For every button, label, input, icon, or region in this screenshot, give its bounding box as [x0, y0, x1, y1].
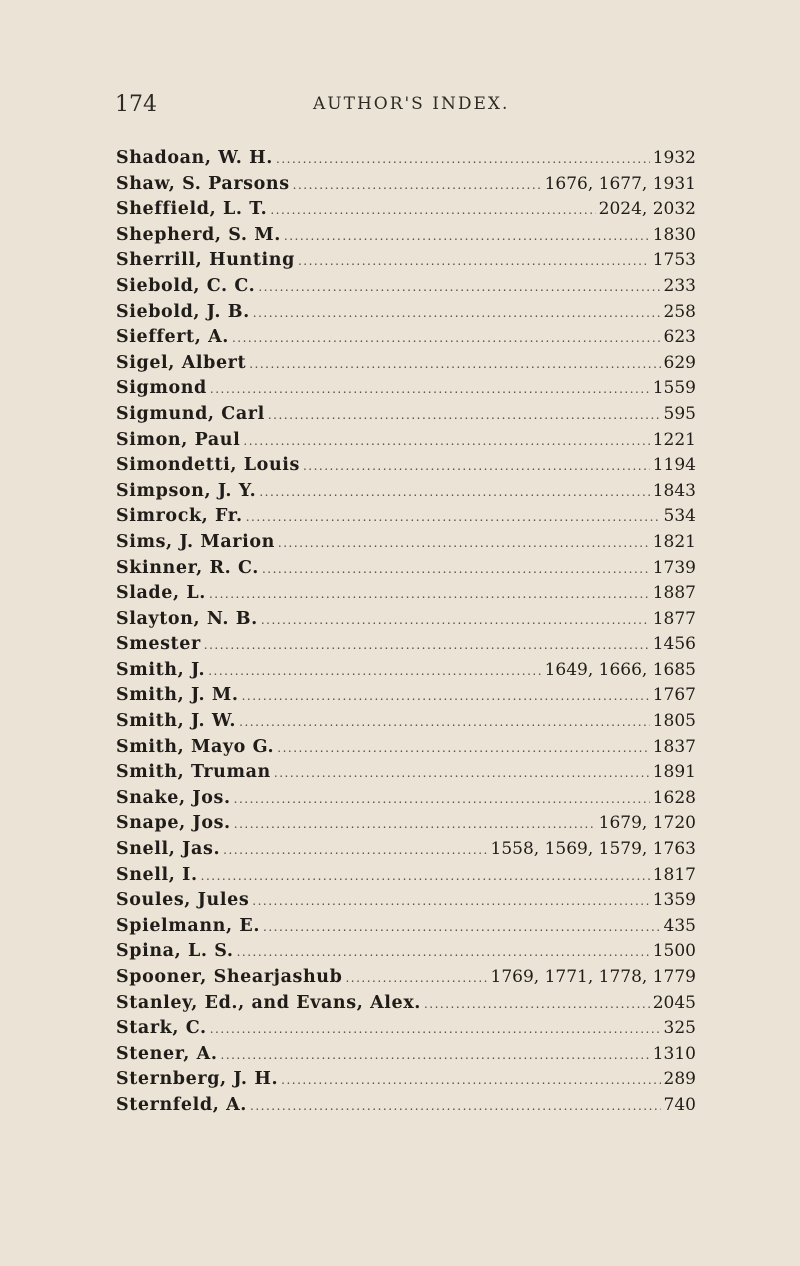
dot-leader — [208, 659, 541, 684]
entry-page-numbers: 740 — [663, 1094, 696, 1115]
index-entry — [116, 530, 696, 556]
entry-author-name: Siebold, J. B. — [116, 301, 250, 322]
entry-author-name: Soules, Jules — [116, 890, 250, 911]
entry-author-name: Sims, J. Marion — [116, 531, 275, 552]
index-entry — [116, 402, 696, 428]
dot-leader — [277, 736, 649, 761]
entry-page-numbers: 1676, 1677, 1931 — [544, 173, 696, 194]
index-entry — [116, 658, 696, 684]
entry-page-numbers: 1559 — [652, 378, 696, 399]
index-entry — [116, 1042, 696, 1068]
dot-leader — [234, 787, 650, 812]
entry-author-name: Smester — [116, 634, 201, 655]
dot-leader — [201, 864, 650, 889]
index-entry — [116, 376, 696, 402]
entry-author-name: Smith, J. M. — [116, 685, 239, 706]
index-entry — [116, 965, 696, 991]
dot-leader — [210, 1017, 661, 1042]
entry-author-name: Sherrill, Hunting — [116, 250, 295, 271]
entry-page-numbers: 534 — [663, 506, 696, 527]
entry-author-name: Shaw, S. Parsons — [116, 173, 290, 194]
entry-author-name: Sternfeld, A. — [116, 1094, 248, 1115]
entry-author-name: Smith, Mayo G. — [116, 736, 275, 757]
entry-author-name: Simrock, Fr. — [116, 506, 243, 527]
index-entry — [116, 683, 696, 709]
entry-author-name: Smith, Truman — [116, 762, 271, 783]
entry-page-numbers: 435 — [663, 915, 696, 936]
dot-leader — [242, 684, 650, 709]
entry-author-name: Simon, Paul — [116, 429, 241, 450]
index-entry — [116, 786, 696, 812]
entry-author-name: Stark, C. — [116, 1018, 207, 1039]
dot-leader — [253, 301, 661, 326]
entry-author-name: Shadoan, W. H. — [116, 148, 273, 168]
index-entry — [116, 1093, 696, 1119]
dot-leader — [221, 1043, 650, 1068]
entry-page-numbers: 258 — [663, 301, 696, 322]
page-header — [115, 92, 695, 122]
dot-leader — [278, 531, 650, 556]
index-entry — [116, 863, 696, 889]
index-entry — [116, 632, 696, 658]
entry-author-name: Snell, I. — [116, 864, 198, 885]
index-entry — [116, 735, 696, 761]
entry-page-numbers: 1769, 1771, 1778, 1779 — [490, 967, 696, 987]
entry-page-numbers: 1628 — [652, 787, 696, 808]
entry-page-numbers: 1500 — [652, 941, 696, 962]
entry-page-numbers: 1817 — [652, 864, 696, 885]
entry-page-numbers: 289 — [663, 1069, 696, 1090]
dot-leader — [261, 608, 650, 633]
index-entry — [116, 760, 696, 786]
entry-page-numbers: 2045 — [652, 992, 696, 1013]
entry-page-numbers: 1359 — [652, 890, 696, 911]
dot-leader — [232, 326, 661, 351]
index-entry — [116, 274, 696, 300]
dot-leader — [234, 812, 596, 837]
entry-page-numbers: 1679, 1720 — [598, 813, 696, 834]
entry-author-name: Slayton, N. B. — [116, 608, 258, 629]
index-entry — [116, 351, 696, 377]
dot-leader — [268, 403, 661, 428]
index-entry — [116, 939, 696, 965]
index-entry — [116, 581, 696, 607]
entry-page-numbers: 1830 — [652, 224, 696, 245]
entry-page-numbers: 1837 — [652, 736, 696, 757]
entry-page-numbers: 1843 — [652, 480, 696, 501]
entry-author-name: Spina, L. S. — [116, 941, 234, 962]
entry-page-numbers: 1456 — [652, 634, 696, 655]
entry-author-name: Snell, Jas. — [116, 839, 221, 860]
dot-leader — [252, 889, 649, 914]
entry-page-numbers: 1221 — [652, 429, 696, 450]
index-entry — [116, 453, 696, 479]
entry-page-numbers: 1649, 1666, 1685 — [544, 659, 696, 680]
entry-page-numbers: 1310 — [652, 1043, 696, 1064]
entry-page-numbers: 1194 — [652, 455, 696, 476]
entry-author-name: Sternberg, J. H. — [116, 1069, 279, 1090]
entry-page-numbers: 233 — [663, 275, 696, 296]
index-entry — [116, 1016, 696, 1042]
dot-leader — [298, 249, 650, 274]
entry-author-name: Stener, A. — [116, 1043, 218, 1064]
entry-author-name: Shepherd, S. M. — [116, 224, 281, 245]
dot-leader — [258, 275, 660, 300]
entry-author-name: Sheffield, L. T. — [116, 199, 268, 220]
entry-author-name: Skinner, R. C. — [116, 557, 259, 578]
entry-page-numbers: 1821 — [652, 531, 696, 552]
dot-leader — [209, 582, 650, 607]
entry-author-name: Simpson, J. Y. — [116, 480, 257, 501]
dot-leader — [243, 429, 649, 454]
entry-author-name: Snape, Jos. — [116, 813, 231, 834]
dot-leader — [246, 505, 661, 530]
index-entry — [116, 197, 696, 223]
dot-leader — [293, 173, 542, 198]
entry-page-numbers: 1887 — [652, 583, 696, 604]
dot-leader — [237, 940, 650, 965]
dot-leader — [263, 915, 661, 940]
running-title: AUTHOR'S INDEX. — [313, 94, 510, 114]
entry-page-numbers: 1739 — [652, 557, 696, 578]
entry-page-numbers: 325 — [663, 1018, 696, 1039]
entry-author-name: Smith, J. — [116, 659, 206, 680]
index-entry — [116, 172, 696, 198]
index-entry — [116, 837, 696, 863]
entry-page-numbers: 595 — [663, 403, 696, 424]
entry-author-name: Sigmond — [116, 378, 207, 399]
index-entry — [116, 146, 696, 172]
dot-leader — [281, 1068, 660, 1093]
index-entry — [116, 325, 696, 351]
entry-author-name: Sigel, Albert — [116, 352, 247, 373]
entry-page-numbers: 1558, 1569, 1579, 1763 — [490, 839, 696, 860]
dot-leader — [270, 198, 595, 223]
index-entry — [116, 888, 696, 914]
entry-page-numbers: 1932 — [652, 148, 696, 168]
entry-author-name: Stanley, Ed., and Evans, Alex. — [116, 992, 421, 1013]
dot-leader — [274, 761, 650, 786]
entry-author-name: Smith, J. W. — [116, 711, 237, 732]
entry-author-name: Snake, Jos. — [116, 787, 231, 808]
index-entry — [116, 607, 696, 633]
dot-leader — [210, 377, 650, 402]
index-entry — [116, 479, 696, 505]
entry-page-numbers: 623 — [663, 327, 696, 348]
dot-leader — [239, 710, 650, 735]
dot-leader — [249, 352, 660, 377]
entry-page-numbers: 1753 — [652, 250, 696, 271]
dot-leader — [204, 633, 650, 658]
index-entry — [116, 248, 696, 274]
index-entry — [116, 504, 696, 530]
dot-leader — [303, 454, 650, 479]
entry-page-numbers: 1767 — [652, 685, 696, 706]
page-number: 174 — [115, 92, 157, 117]
entry-author-name: Slade, L. — [116, 583, 206, 604]
entry-page-numbers: 1877 — [652, 608, 696, 629]
index-entries — [116, 146, 696, 1119]
entry-page-numbers: 1891 — [652, 762, 696, 783]
dot-leader — [284, 224, 650, 249]
dot-leader — [250, 1094, 661, 1119]
dot-leader — [223, 838, 487, 863]
dot-leader — [262, 557, 650, 582]
index-entry — [116, 811, 696, 837]
entry-page-numbers: 629 — [663, 352, 696, 373]
entry-author-name: Spielmann, E. — [116, 915, 261, 936]
dot-leader — [424, 992, 650, 1017]
dot-leader — [259, 480, 649, 505]
index-entry — [116, 1067, 696, 1093]
index-entry — [116, 300, 696, 326]
entry-author-name: Simondetti, Louis — [116, 455, 300, 476]
entry-author-name: Siebold, C. C. — [116, 275, 256, 296]
index-entry — [116, 709, 696, 735]
index-entry — [116, 428, 696, 454]
index-entry — [116, 223, 696, 249]
entry-page-numbers: 2024, 2032 — [598, 199, 696, 220]
index-entry — [116, 914, 696, 940]
entry-page-numbers: 1805 — [652, 711, 696, 732]
index-entry — [116, 991, 696, 1017]
dot-leader — [276, 147, 650, 172]
entry-author-name: Sieffert, A. — [116, 327, 229, 348]
entry-author-name: Spooner, Shearjashub — [116, 967, 343, 987]
entry-author-name: Sigmund, Carl — [116, 403, 265, 424]
dot-leader — [345, 966, 487, 991]
index-entry — [116, 556, 696, 582]
